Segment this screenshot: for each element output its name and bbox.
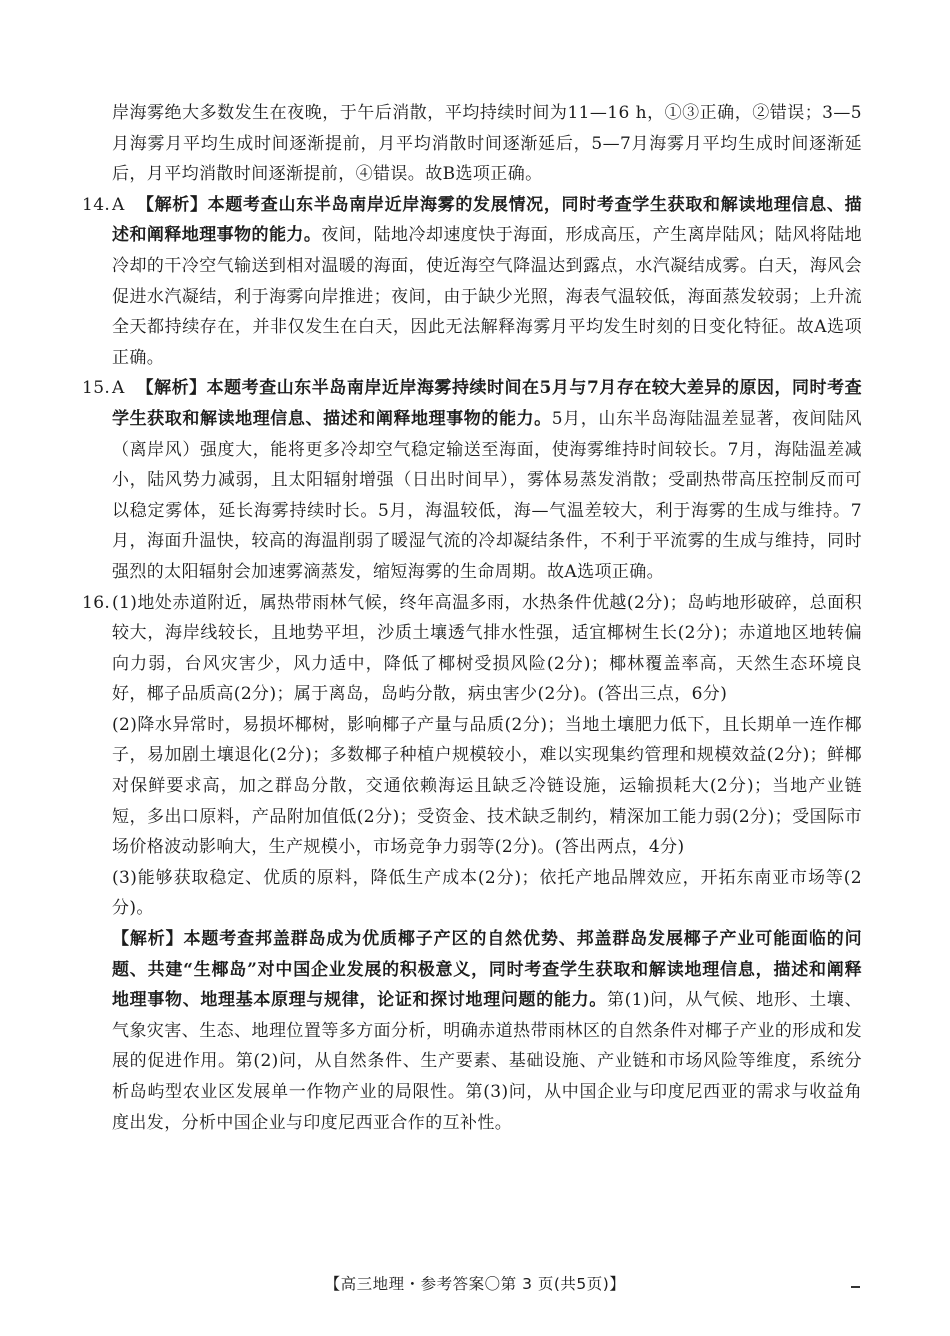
analysis-body: 夜间，陆地冷却速度快于海面，形成高压，产生离岸陆风；陆风将陆地冷却的干冷空气输送到相对温暖的海面，使近海空气降温达到露点，水汽凝结成雾。白天，海风会促进水汽凝结，利于海雾向岸推进；夜间，由于缺少光照，海表气温较低，海面蒸发较弱；上升流全天都持续存在，并非仅发生在白天，因此无法解释海雾月平均发生时刻的日变化特征。故A选项正确。 xyxy=(112,225,862,368)
question-16 xyxy=(82,588,863,1139)
page-footer: 【高三地理・参考答案〇第 3 页(共5页)】 xyxy=(324,1275,626,1293)
analysis-body: 5月，山东半岛海陆温差显著，夜间陆风（离岸风）强度大，能将更多冷却空气稳定输送至海面，使海雾维持时间较长。7月，海陆温差减小，陆风势力减弱，且太阳辐射增强（日出时间早），雾体易蒸发消散；受副热带高压控制反而可以稳定雾体，延长海雾持续时长。5月，海温较低，海—气温差较大，利于海雾的生成与维持。7月，海面升温快，较高的海温削弱了暖湿气流的冷却凝结条件，不利于平流雾的生成与维持，同时强烈的太阳辐射会加速雾滴蒸发，缩短海雾的生命周期。故A选项正确。 xyxy=(112,408,863,582)
carryover-paragraph: 岸海雾绝大多数发生在夜晚，于午后消散，平均持续时间为11—16 h，①③正确，②错误；3—5月海雾月平均生成时间逐渐提前，月平均消散时间逐渐延后，5—7月海雾月平均生成时间逐渐延后，月平均消散时间逐渐提前，④错误。故B选项正确。 xyxy=(112,103,862,185)
analysis-summary: 本题考查邦盖群岛成为优质椰子产区的自然优势、邦盖群岛发展椰子产业可能面临的问题、共建“生椰岛”对中国企业发展的积极意义，同时考查学生获取和解读地理信息，描述和阐释地理事物、地理基本原理与规律，论证和探讨地理问题的能力。 xyxy=(112,929,862,1011)
answer-part-1: (1)地处赤道附近，属热带雨林气候，终年高温多雨，水热条件优越(2分)；岛屿地形破碎，总面积较大，海岸线较长，且地势平坦，沙质土壤透气排水性强，适宜椰树生长(2分)；赤道地区地转偏向力弱，台风灾害少，风力适中，降低了椰树受损风险(2分)；椰林覆盖率高，天然生态环境良好，椰子品质高(2分)；属于离岛，岛屿分散，病虫害少(2分)。(答出三点，6分) xyxy=(112,592,862,705)
answer-part-3: (3)能够获取稳定、优质的原料，降低生产成本(2分)；依托产地品牌效应，开拓东南亚市场等(2分)。 xyxy=(112,867,862,919)
analysis-body: 第(1)问，从气候、地形、土壤、气象灾害、生态、地理位置等多方面分析，明确赤道热带雨林区的自然条件对椰子产业的形成和发展的促进作用。第(2)问，从自然条件、生产要素、基础设施、产业链和市场风险等维度，系统分析岛屿型农业区发展单一作物产业的局限性。第(3)问，从中国企业与印度尼西亚的需求与收益角度出发，分析中国企业与印度尼西亚合作的互补性。 xyxy=(112,990,863,1133)
question-number: 16. xyxy=(82,592,111,613)
corner-mark xyxy=(851,1286,860,1288)
analysis-summary: 本题考查山东半岛南岸近岸海雾持续时间在5月与7月存在较大差异的原因，同时考查学生获取和解读地理信息、描述和阐释地理事物的能力。 xyxy=(112,378,862,429)
answer-choice: A xyxy=(112,194,125,215)
analysis-tag: 【解析】 xyxy=(136,378,207,399)
page-content xyxy=(82,98,863,1138)
question-number: 15. xyxy=(82,378,111,399)
answer-choice: A xyxy=(112,378,125,399)
analysis-summary: 本题考查山东半岛南岸近岸海雾的发展情况，同时考查学生获取和解读地理信息、描述和阐释地理事物的能力。 xyxy=(112,194,862,246)
analysis-tag: 【解析】 xyxy=(136,194,208,215)
answer-part-2: (2)降水异常时，易损坏椰树，影响椰子产量与品质(2分)；当地土壤肥力低下，且长期单一连作椰子，易加剧土壤退化(2分)；多数椰子种植户规模较小，难以实现集约管理和规模效益(2分)；鲜椰对保鲜要求高，加之群岛分散，交通依赖海运且缺乏冷链设施，运输损耗大(2分)；当地产业链短，多出口原料，产品附加值低(2分)；受资金、技术缺乏制约，精深加工能力弱(2分)；受国际市场价格波动影响大，生产规模小，市场竞争力弱等(2分)。(答出两点，4分) xyxy=(112,714,862,858)
question-14 xyxy=(82,190,862,374)
question-15 xyxy=(82,373,863,587)
analysis-tag: 【解析】 xyxy=(112,929,184,950)
question-number: 14. xyxy=(82,194,111,215)
